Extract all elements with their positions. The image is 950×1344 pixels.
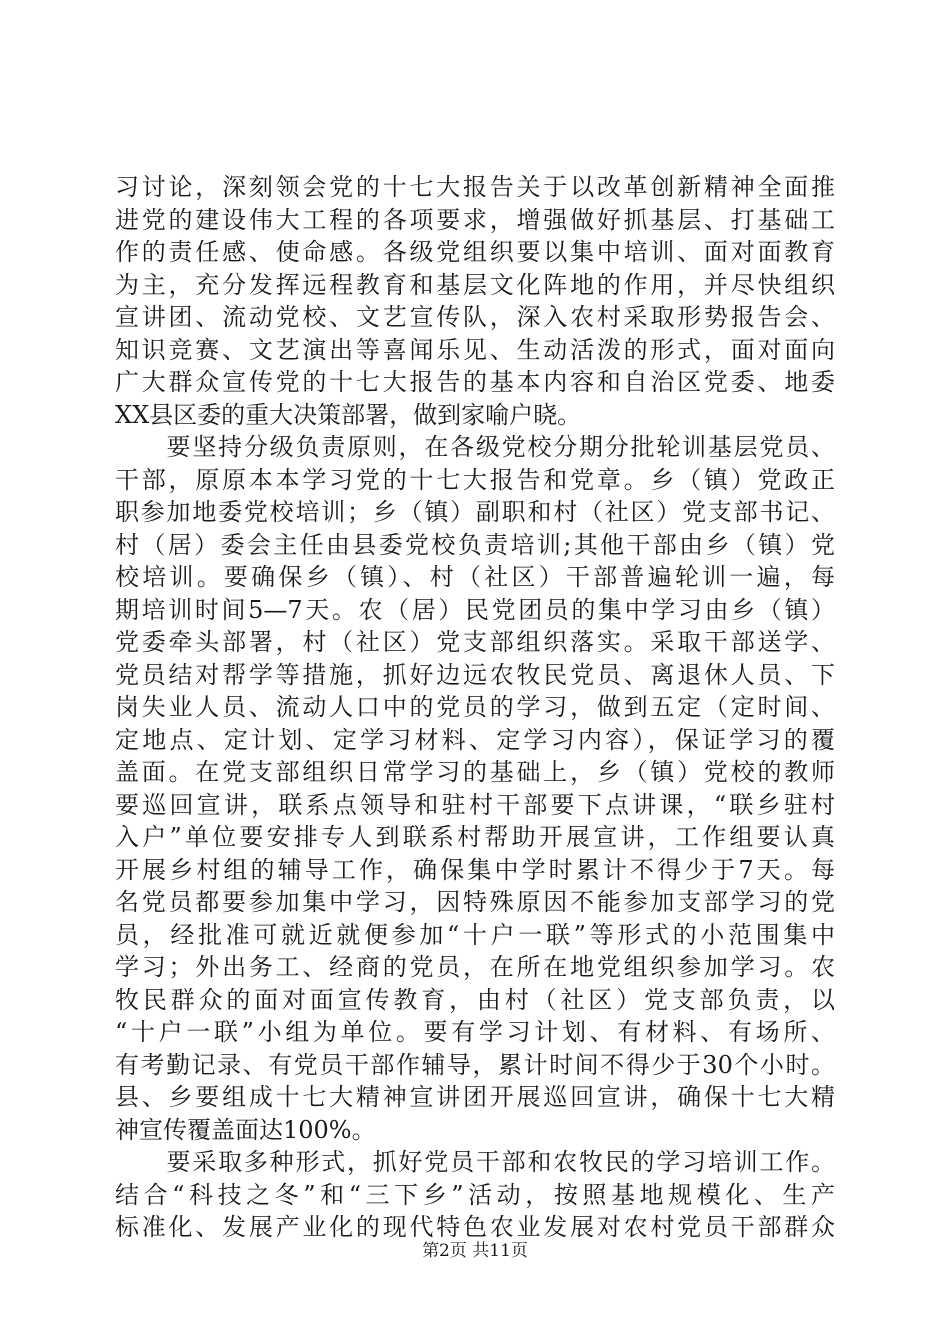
text-line: 党员结对帮学等措施，抓好边远农牧民党员、离退休人员、下 <box>115 660 835 689</box>
text-line: 要巡回宣讲，联系点领导和驻村干部要下点讲课，“联乡驻村 <box>115 790 835 819</box>
text-line: 党委牵头部署，村（社区）党支部组织落实。采取干部送学、 <box>115 628 835 656</box>
text-line: 要坚持分级负责原则，在各级党校分期分批轮训基层党员、 <box>115 433 835 461</box>
text-line: 知识竞赛、文艺演出等喜闻乐见、生动活泼的形式，面对面向 <box>115 335 835 364</box>
text-line: 有考勤记录、有党员干部作辅导，累计时间不得少于30个小时。 <box>115 1050 835 1079</box>
text-line: 期培训时间5—7天。农（居）民党团员的集中学习由乡（镇） <box>115 595 835 624</box>
text-line: 职参加地委党校培训；乡（镇）副职和村（社区）党支部书记、 <box>115 498 835 526</box>
text-line: XX县区委的重大决策部署，做到家喻户晓。 <box>115 400 582 429</box>
text-line: 定地点、定计划、定学习材料、定学习内容），保证学习的覆 <box>115 725 835 754</box>
text-line: 要采取多种形式，抓好党员干部和农牧民的学习培训工作。 <box>115 1148 835 1176</box>
text-line: 牧民群众的面对面宣传教育，由村（社区）党支部负责，以 <box>115 985 835 1014</box>
text-line: 宣讲团、流动党校、文艺宣传队，深入农村采取形势报告会、 <box>115 303 835 331</box>
text-line: 结合“科技之冬”和“三下乡”活动，按照基地规模化、生产 <box>115 1180 835 1209</box>
text-line: 广大群众宣传党的十七大报告的基本内容和自治区党委、地委 <box>115 368 835 396</box>
text-line: 作的责任感、使命感。各级党组织要以集中培训、面对面教育 <box>115 238 835 266</box>
text-line: 岗失业人员、流动人口中的党员的学习，做到五定（定时间、 <box>115 693 835 721</box>
text-line: 村（居）委会主任由县委党校负责培训;其他干部由乡（镇）党 <box>115 530 835 559</box>
text-line: 校培训。要确保乡（镇）、村（社区）干部普遍轮训一遍，每 <box>115 563 835 591</box>
text-line: 为主，充分发挥远程教育和基层文化阵地的作用，并尽快组织 <box>115 270 835 299</box>
document-body <box>115 171 835 1244</box>
text-line: 进党的建设伟大工程的各项要求，增强做好抓基层、打基础工 <box>115 205 835 234</box>
text-line: 神宣传覆盖面达100%。 <box>115 1115 376 1144</box>
text-line: 学习；外出务工、经商的党员，在所在地党组织参加学习。农 <box>115 953 835 981</box>
text-line: 入户”单位要安排专人到联系村帮助开展宣讲，工作组要认真 <box>115 823 835 851</box>
text-line: 名党员都要参加集中学习，因特殊原因不能参加支部学习的党 <box>115 888 835 916</box>
text-line: 员，经批准可就近就便参加“十户一联”等形式的小范围集中 <box>115 920 835 949</box>
text-line: 干部，原原本本学习党的十七大报告和党章。乡（镇）党政正 <box>115 465 835 494</box>
page-footer: 第2页 共11页 <box>422 1241 528 1261</box>
text-line: 标准化、发展产业化的现代特色农业发展对农村党员干部群众 <box>115 1213 835 1241</box>
text-line: 盖面。在党支部组织日常学习的基础上，乡（镇）党校的教师 <box>115 758 835 786</box>
text-line: 开展乡村组的辅导工作，确保集中学时累计不得少于7天。每 <box>115 855 835 884</box>
text-line: 县、乡要组成十七大精神宣讲团开展巡回宣讲，确保十七大精 <box>115 1083 835 1111</box>
text-line: “十户一联”小组为单位。要有学习计划、有材料、有场所、 <box>115 1018 835 1046</box>
text-line: 习讨论，深刻领会党的十七大报告关于以改革创新精神全面推 <box>115 173 835 201</box>
